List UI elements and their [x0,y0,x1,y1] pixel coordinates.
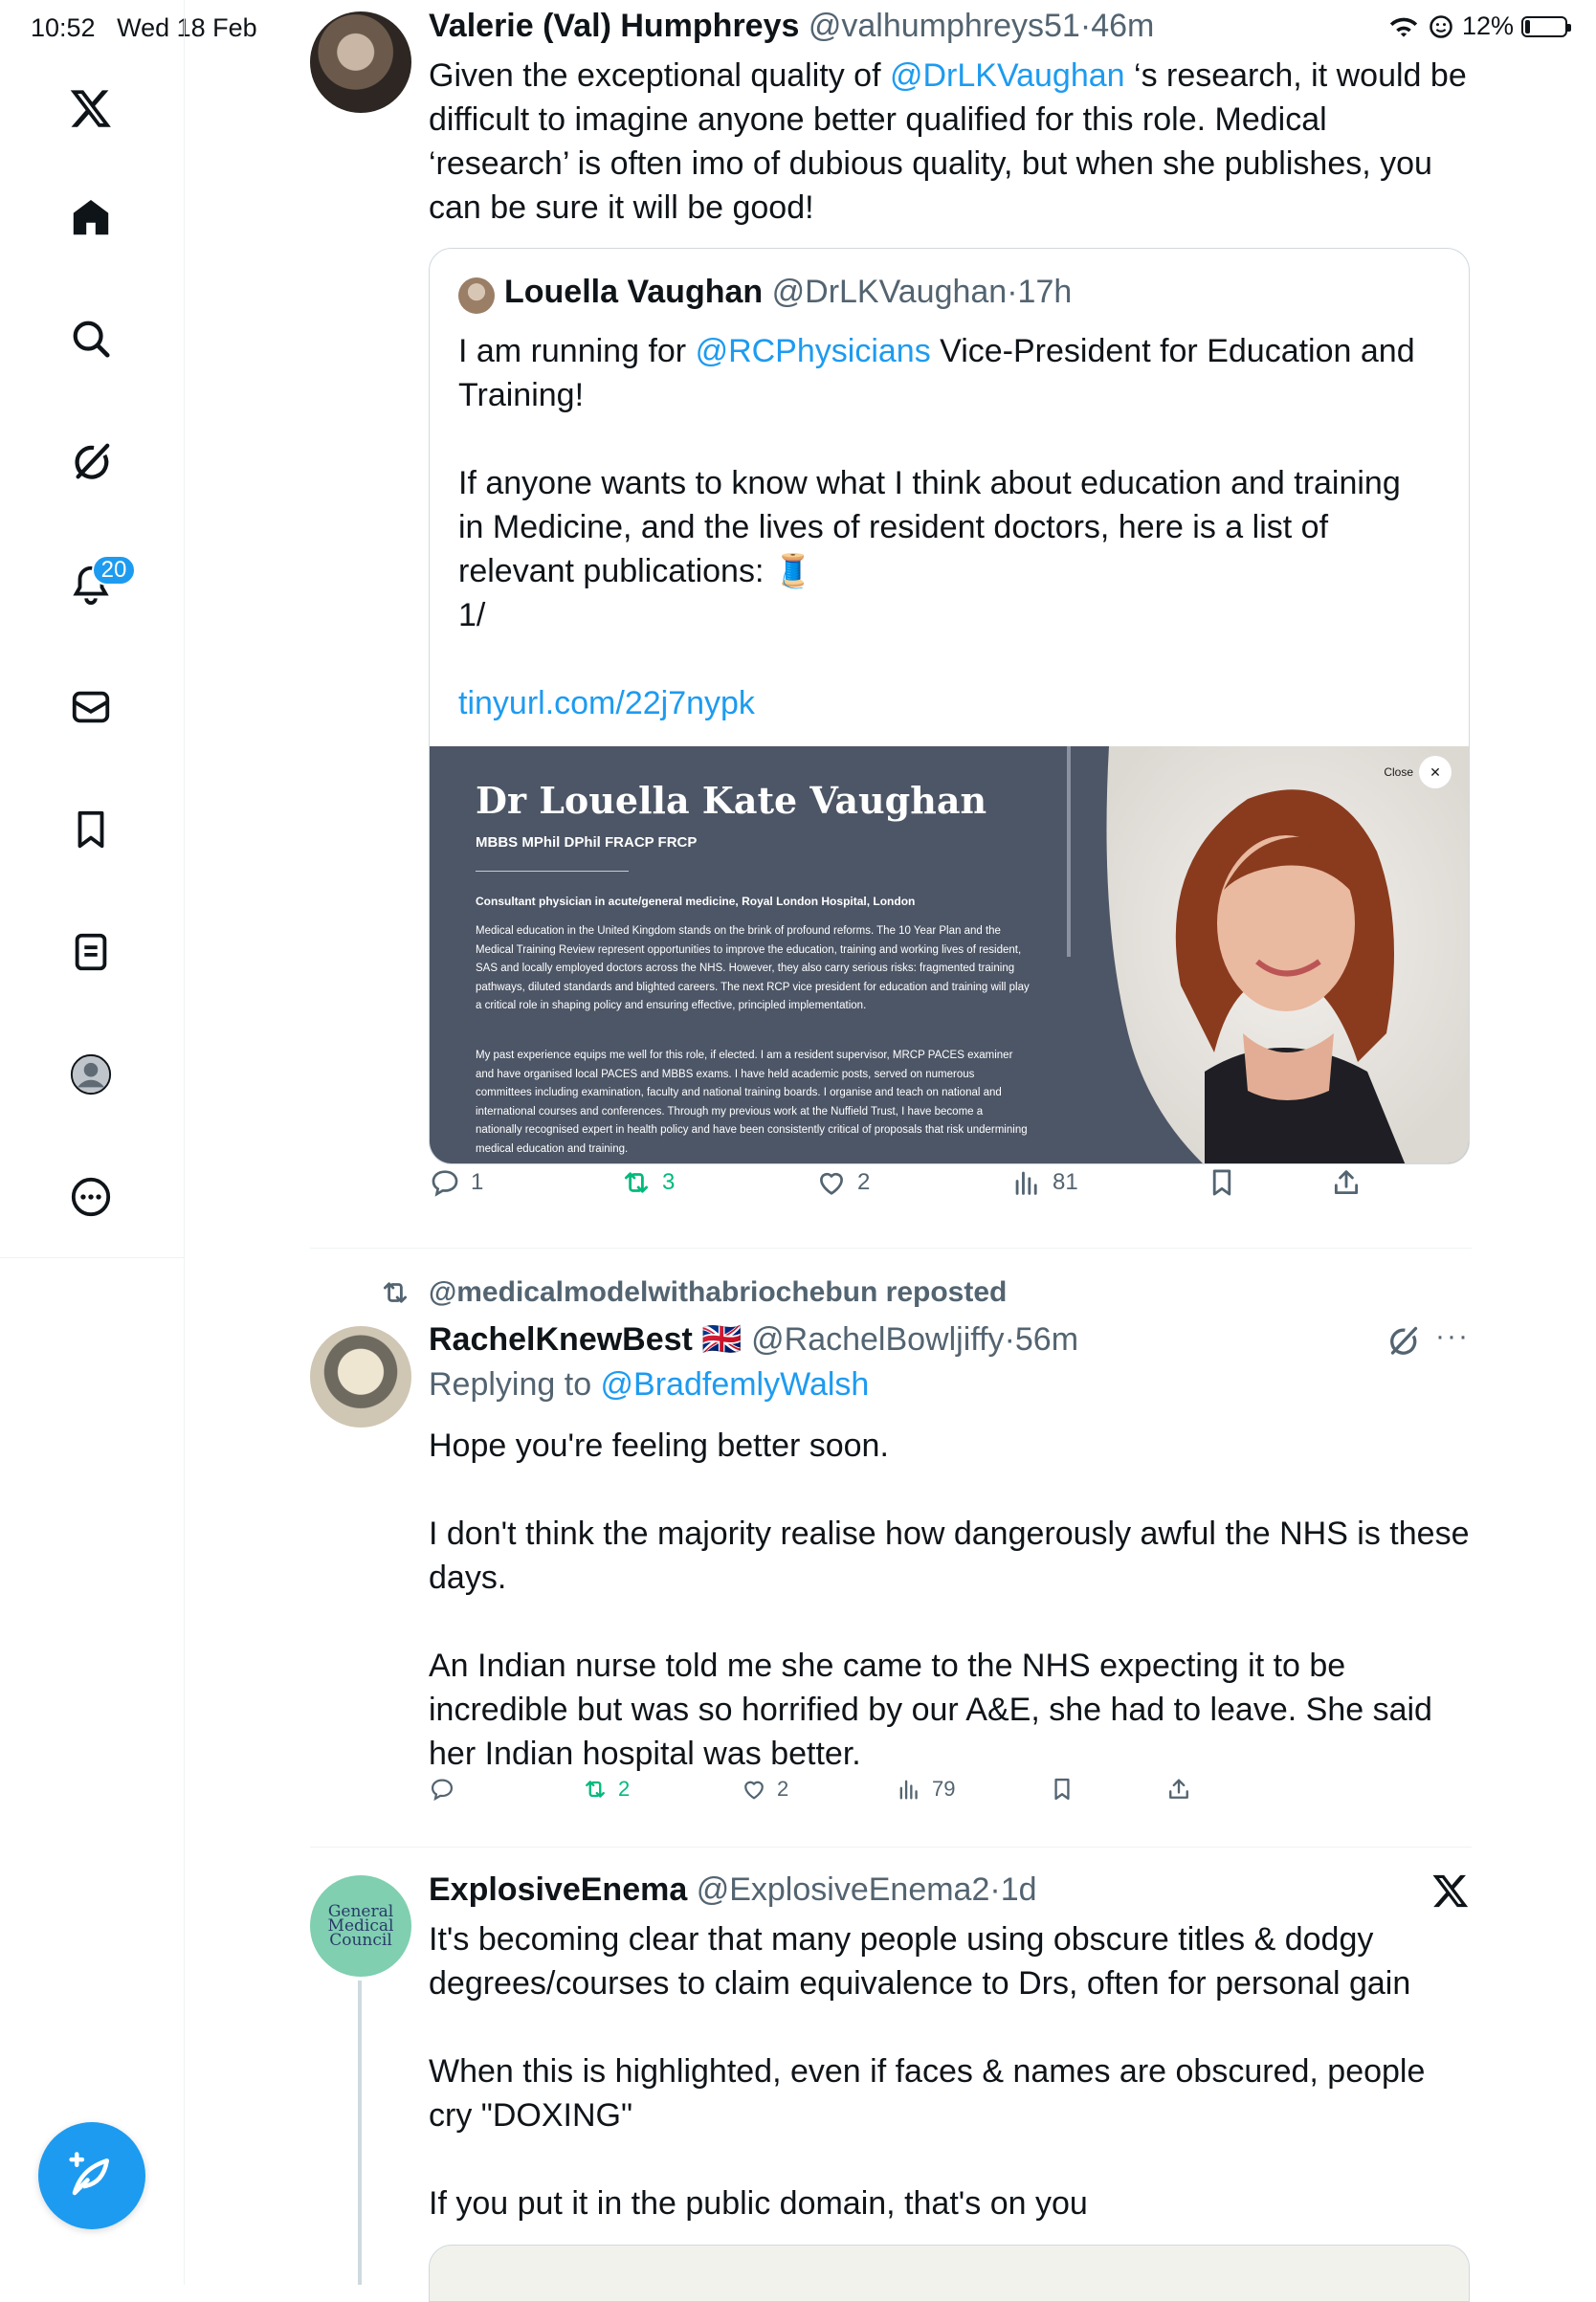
reply-button[interactable] [429,1776,465,1803]
like-count: 2 [777,1777,789,1801]
clock: 10:52 [31,13,96,42]
quote-avatar[interactable] [458,277,495,314]
author-name[interactable]: Valerie (Val) Humphreys [429,8,800,44]
like-button[interactable] [815,1166,870,1199]
media-paragraph: Medical education in the United Kingdom stands on the brink of profound reforms. The 10 Year Plan and the Medical Training Review represent opportunities to improve the education, training and working lives of resident, SAS and locally employed doctors across the NHS. However, they also carry serious risks: fragmented training pathways, diluted standards and blighted careers. The next RCP vice president for education and training will play a critical role in shaping policy and ensuring effective, principled implementation. [476,925,1030,1011]
share-icon [1330,1166,1363,1199]
views-count: 79 [932,1777,956,1801]
post-header [429,1320,1078,1359]
mention-link[interactable]: @RCPhysicians [695,333,931,369]
compose-post-button[interactable] [38,2122,145,2229]
post-paragraph: When this is highlighted, even if faces & names are obscured, people cry "DOXING" [429,2053,1426,2134]
heart-icon [741,1776,767,1803]
bookmark-button[interactable] [1049,1776,1075,1803]
bookmark-icon [1206,1166,1238,1199]
post-time[interactable]: 1d [1000,1871,1037,1908]
post-time[interactable]: 56m [1014,1321,1079,1358]
author-handle[interactable]: @ExplosiveEnema2 [696,1871,990,1908]
x-logo-icon[interactable] [63,80,119,136]
quote-paragraph-end: 1/ [458,597,486,633]
repost-icon [582,1776,609,1803]
replying-to [429,1366,869,1404]
post-paragraph: If you put it in the public domain, that's on you [429,2185,1088,2222]
repost-icon [620,1166,653,1199]
post-text-part: ‘s research, it would be difficult to imagine anyone better qualified for this role. Medical ‘research’ is often imo of dubious quality, but when she publishes, you can be sure it will be good! [429,57,1467,226]
grok-icon [1385,1324,1420,1359]
reply-count: 1 [471,1169,484,1195]
grok-button[interactable] [1385,1324,1420,1363]
separator-dot: · [1079,8,1092,44]
date: Wed 18 Feb [117,13,257,42]
author-handle[interactable]: @valhumphreys51 [808,8,1080,44]
quote-handle[interactable]: @DrLKVaughan [771,274,1008,310]
post-divider [310,1248,1472,1249]
separator-dot: · [989,1871,1001,1908]
more-icon[interactable] [63,1169,119,1225]
repost-button[interactable] [620,1166,675,1199]
search-icon[interactable] [63,311,119,366]
repost-count: 2 [618,1777,631,1801]
bookmark-icon [1049,1776,1075,1803]
share-button[interactable] [1330,1166,1363,1199]
views-button[interactable] [1010,1166,1078,1199]
bookmarks-icon[interactable] [63,802,119,857]
reply-button[interactable] [429,1166,483,1199]
sidebar-divider [0,1257,184,1258]
separator-dot: · [1004,1321,1015,1358]
more-icon: ··· [1435,1320,1470,1352]
heart-icon [815,1166,848,1199]
post-paragraph: I don't think the majority realise how dangerously awful the NHS is these days. [429,1516,1470,1596]
post-paragraph: An Indian nurse told me she came to the NHS expecting it to be incredible but was so horrified by our A&E, she had to leave. She said her Indian hospital was better. [429,1648,1432,1772]
quote-paragraph: If anyone wants to know what I think about education and training in Medicine, and the lives of resident doctors, here is a list of relevant publications: 🧵 [458,465,1401,589]
post-text [429,1917,1472,2225]
share-button[interactable] [1165,1776,1192,1803]
close-icon: ✕ [1419,756,1452,788]
grok-icon[interactable] [63,434,119,490]
portrait-photo [1090,746,1470,1164]
reply-icon [429,1776,455,1803]
post-paragraph: It's becoming clear that many people using obscure titles & dodgy degrees/courses to claim equivalence to Drs, often for personal gain [429,1921,1411,2002]
mention-link[interactable]: @DrLKVaughan [889,57,1125,94]
media-title: Dr Louella Kate Vaughan [476,779,987,822]
like-button[interactable] [741,1776,788,1803]
post-text [429,1424,1472,1776]
lists-icon[interactable] [63,924,119,980]
repost-context [379,1276,1007,1309]
post-paragraph: Hope you're feeling better soon. [429,1428,889,1464]
quote-media-image[interactable] [430,746,1470,1164]
avatar[interactable] [310,11,411,113]
media-rule [476,871,629,872]
quoted-post[interactable] [429,248,1470,1164]
avatar[interactable] [310,1326,411,1428]
media-subtitle: MBBS MPhil DPhil FRACP FRCP [476,834,698,851]
views-button[interactable] [896,1776,955,1803]
more-options-button[interactable] [1435,1320,1470,1353]
home-icon[interactable] [63,189,119,245]
author-name[interactable]: ExplosiveEnema [429,1871,688,1908]
thread-line [358,1981,362,2285]
media-paragraph: My past experience equips me well for this role, if elected. I am a resident supervisor, MRCP PACES examiner and have organised local PACES and MBBS exams. I have held academic posts, served on numerous committees including examination, faculty and national training boards. I organise and teach on national and international courses and conferences. Through my previous work at the Nuffield Trust, I have become a nationally recognised expert in health policy and have been consistently critical of proposals that risk undermining medical education and training. [476,1050,1028,1155]
messages-icon[interactable] [63,679,119,735]
repost-count: 3 [662,1169,676,1195]
post-text-part: Given the exceptional quality of [429,57,890,94]
avatar-label: General Medical Council [327,1901,394,1950]
quote-line [458,329,1434,417]
post-media[interactable] [429,2245,1470,2302]
quote-text-part: I am running for [458,333,696,369]
flag-icon: 🇬🇧 [701,1321,743,1358]
media-close-control [1384,756,1452,788]
views-icon [1010,1166,1043,1199]
quote-header [504,274,1072,311]
post-header [429,1871,1037,1909]
post-header [429,8,1154,45]
repost-button[interactable] [582,1776,630,1803]
compose-post-icon [66,2150,118,2202]
media-close-label: Close [1384,765,1413,779]
separator-dot: · [1007,274,1018,310]
post-divider [310,1847,1472,1848]
reposted-by[interactable]: @medicalmodelwithabriochebun reposted [429,1276,1008,1308]
profile-icon[interactable] [63,1047,119,1102]
status-bar-right [1387,11,1567,41]
wifi-icon [1387,14,1420,39]
quote-text-part: Vice-President for Education and Training! [458,333,1415,413]
author-handle[interactable]: @RachelBowljiffy [751,1321,1005,1358]
media-divider [1067,746,1071,957]
quote-author-name[interactable]: Louella Vaughan [504,274,764,310]
share-icon [1165,1776,1192,1803]
external-link[interactable]: tinyurl.com/22j7nypk [458,685,755,721]
quote-time[interactable]: 17h [1017,274,1073,310]
battery-percent: 12% [1461,11,1514,40]
bookmark-button[interactable] [1206,1166,1238,1199]
media-role: Consultant physician in acute/general medicine, Royal London Hospital, London [476,895,916,908]
mention-link[interactable]: @BradfemlyWalsh [600,1366,870,1403]
repost-icon [379,1276,411,1309]
avatar[interactable] [310,1875,411,1977]
replying-label: Replying to [429,1366,601,1403]
quote-text [458,329,1434,725]
views-count: 81 [1053,1169,1078,1195]
post-time[interactable]: 46m [1091,8,1155,44]
author-name[interactable]: RachelKnewBest [429,1321,693,1358]
post-text [429,54,1472,230]
like-count: 2 [857,1169,871,1195]
x-logo-icon [1431,1871,1470,1915]
notifications-badge: 20 [92,555,136,586]
focus-mode-icon [1428,13,1454,40]
views-icon [896,1776,922,1803]
reply-icon [429,1166,461,1199]
battery-icon [1521,16,1567,37]
